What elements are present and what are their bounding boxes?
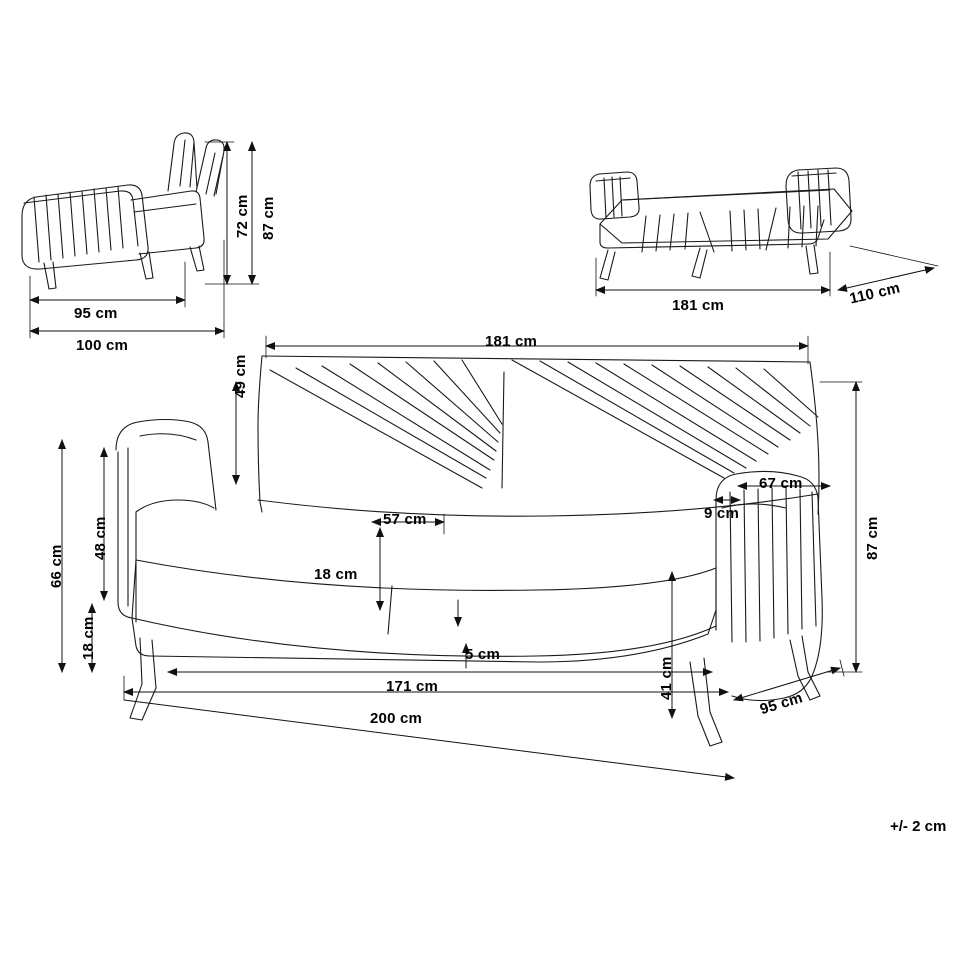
dim-side-72: 72 cm [234, 194, 251, 238]
dim-bed-181: 181 cm [672, 297, 725, 314]
side-view-geometry [22, 133, 224, 289]
main-sofa-geometry [116, 356, 822, 746]
dim-main-67: 67 cm [759, 475, 803, 492]
dim-bed-110: 110 cm [848, 279, 902, 308]
dim-main-181: 181 cm [485, 333, 538, 350]
tolerance-note: +/- 2 cm [890, 818, 947, 835]
dim-main-49: 49 cm [232, 354, 249, 398]
dim-main-48: 48 cm [92, 516, 109, 560]
dim-main-87: 87 cm [864, 516, 881, 560]
dim-main-5: 5 cm [465, 646, 500, 663]
dim-main-95: 95 cm [758, 689, 805, 719]
dim-side-87: 87 cm [260, 196, 277, 240]
bed-view-geometry [590, 168, 852, 280]
dim-side-95: 95 cm [74, 305, 118, 322]
dim-main-18-seat: 18 cm [314, 566, 358, 583]
dim-main-9: 9 cm [704, 505, 739, 522]
dim-side-100: 100 cm [76, 337, 129, 354]
main-sofa-dimensions [62, 336, 862, 778]
dim-main-200: 200 cm [370, 710, 423, 727]
dim-main-18-leg: 18 cm [80, 616, 97, 660]
dim-main-66: 66 cm [48, 544, 65, 588]
dim-main-41: 41 cm [658, 656, 675, 700]
dim-main-171: 171 cm [386, 678, 439, 695]
dim-main-57: 57 cm [383, 511, 427, 528]
side-view-dimensions [30, 142, 259, 338]
